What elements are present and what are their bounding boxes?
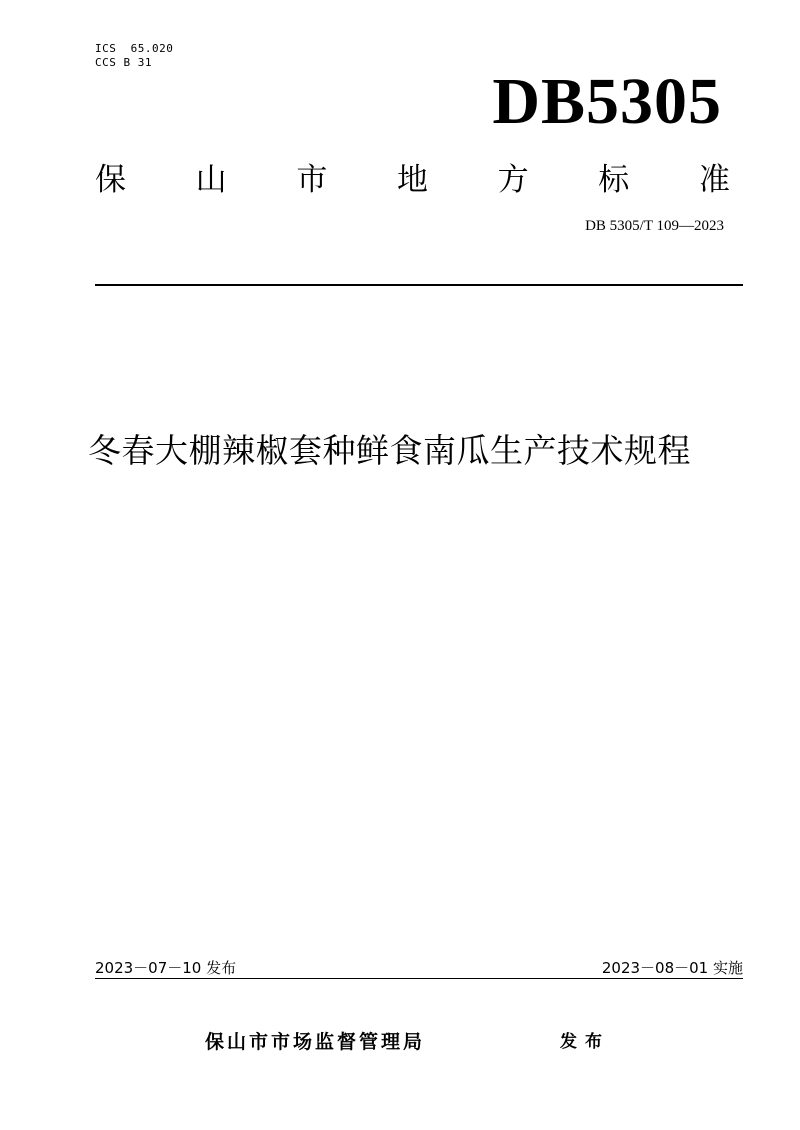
header-divider <box>95 284 743 286</box>
db-code-logo: DB5305 <box>492 65 722 138</box>
date-row <box>95 958 743 978</box>
classification-codes <box>95 42 173 70</box>
standard-type-char: 准 <box>698 161 730 198</box>
issuing-authority: 保山市市场监督管理局 <box>205 1031 426 1053</box>
standard-type-char: 保 <box>95 161 126 198</box>
implement-date: 2023－08－01 实施 <box>601 959 743 977</box>
document-title: 冬春大棚辣椒套种鲜食南瓜生产技术规程 <box>88 431 691 470</box>
standard-type-char: 地 <box>396 161 428 198</box>
standard-type-char: 标 <box>598 161 630 198</box>
standard-type-char: 方 <box>497 161 529 198</box>
standard-type-heading <box>95 152 730 200</box>
publish-date: 2023－07－10 发布 <box>95 959 237 977</box>
standard-number: DB 5305/T 109—2023 <box>585 218 724 234</box>
standard-type-char: 市 <box>296 161 328 198</box>
footer-divider <box>95 978 743 979</box>
issue-label: 发布 <box>560 1032 610 1052</box>
ics-code: ICS 65.020 <box>95 42 174 55</box>
standard-type-char: 山 <box>195 161 227 198</box>
ccs-code: CCS B 31 <box>95 56 152 69</box>
